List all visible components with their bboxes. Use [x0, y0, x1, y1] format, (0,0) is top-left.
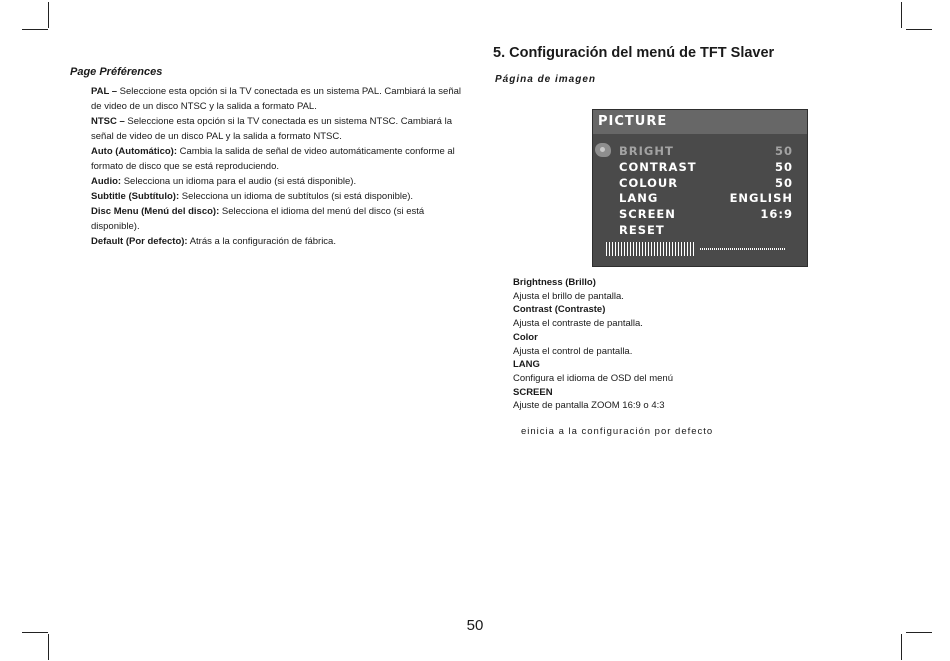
- pref-item-audio: [91, 174, 470, 189]
- crop-mark: [906, 29, 932, 30]
- pref-item-default: [91, 234, 470, 249]
- crop-mark: [48, 634, 49, 660]
- pref-term: Auto (Automático):: [91, 146, 178, 157]
- pref-item-subtitle: [91, 189, 470, 204]
- pref-term: Disc Menu (Menú del disco):: [91, 206, 220, 217]
- osd-row-value: 50: [774, 160, 793, 174]
- desc-text: Configura el idioma de OSD del menú: [513, 372, 674, 384]
- osd-row-value: 50: [774, 144, 793, 158]
- setting-descriptions: [513, 276, 813, 413]
- level-bar: [606, 242, 786, 256]
- pref-item-pal: [91, 84, 470, 114]
- desc-text: Ajusta el control de pantalla.: [513, 345, 633, 357]
- pref-text: Atrás a la configuración de fábrica.: [187, 236, 336, 247]
- preferences-list: [91, 84, 470, 249]
- pref-term: Audio:: [91, 176, 122, 187]
- osd-picture-menu: [592, 109, 808, 267]
- pref-term: NTSC –: [91, 116, 125, 127]
- osd-row-reset: [619, 223, 793, 238]
- pref-text: Selecciona el idioma del menú del disco (si está disponible).: [91, 206, 425, 232]
- osd-row-label: SCREEN: [619, 207, 676, 221]
- osd-row-label: COLOUR: [619, 176, 679, 190]
- pref-text: Cambia la salida de señal de video automáticamente conforme al formato de disco que se está reproduciendo.: [91, 146, 455, 172]
- osd-row-value: 16:9: [760, 207, 793, 221]
- osd-row-contrast: [619, 160, 793, 175]
- pref-term: Subtitle (Subtítulo):: [91, 191, 180, 202]
- pref-text: Selecciona un idioma para el audio (si está disponible).: [121, 176, 357, 187]
- tft-menu-section: [493, 45, 913, 85]
- osd-row-lang: [619, 191, 793, 206]
- desc-term: Brightness (Brillo): [513, 277, 596, 288]
- osd-row-label: BRIGHT: [619, 144, 674, 158]
- section-label: Page Préférences: [70, 66, 163, 78]
- osd-title: PICTURE: [593, 110, 807, 134]
- pref-item-disc-menu: [91, 204, 470, 234]
- pref-text: Seleccione esta opción si la TV conectada es un sistema NTSC. Cambiará la señal de video de un disco PAL y la salida a formato NTSC.: [91, 116, 453, 142]
- reset-note: einicia a la configuración por defecto: [521, 426, 714, 437]
- crop-mark: [901, 634, 902, 660]
- crop-mark: [22, 29, 48, 30]
- desc-text: Ajuste de pantalla ZOOM 16:9 o 4:3: [513, 400, 665, 412]
- desc-term: SCREEN: [513, 386, 553, 398]
- subheading: Página de imagen: [495, 74, 597, 85]
- osd-row-bright: [619, 144, 793, 159]
- level-bar-track: [700, 248, 786, 250]
- desc-term: Contrast (Contraste): [513, 304, 606, 316]
- desc-term: LANG: [513, 359, 540, 371]
- osd-row-label: CONTRAST: [619, 160, 697, 174]
- page-number: 50: [466, 617, 484, 634]
- osd-row-screen: [619, 207, 793, 222]
- osd-row-label: LANG: [619, 191, 659, 205]
- crop-mark: [901, 2, 902, 28]
- selection-pointer-icon: [595, 143, 611, 157]
- preferences-section: [70, 66, 470, 249]
- pref-item-auto: [91, 144, 470, 174]
- pref-item-ntsc: [91, 114, 470, 144]
- osd-row-label: RESET: [619, 223, 665, 237]
- pref-term: Default (Por defecto):: [91, 236, 188, 247]
- desc-text: Ajusta el brillo de pantalla.: [513, 290, 624, 302]
- page-title: 5. Configuración del menú de TFT Slaver: [493, 45, 775, 61]
- pref-text: Selecciona un idioma de subtítulos (si está disponible).: [179, 191, 414, 202]
- desc-term: Color: [513, 331, 538, 343]
- pref-text: Seleccione esta opción si la TV conectada es un sistema PAL. Cambiará la señal de video de un disco NTSC y la salida a formato PAL.: [91, 86, 461, 112]
- crop-mark: [48, 2, 49, 28]
- osd-row-colour: [619, 176, 793, 191]
- level-bar-fill: [606, 242, 696, 256]
- osd-row-value: ENGLISH: [729, 191, 793, 205]
- osd-row-value: 50: [774, 176, 793, 190]
- pref-term: PAL –: [91, 86, 118, 97]
- desc-text: Ajusta el contraste de pantalla.: [513, 318, 643, 330]
